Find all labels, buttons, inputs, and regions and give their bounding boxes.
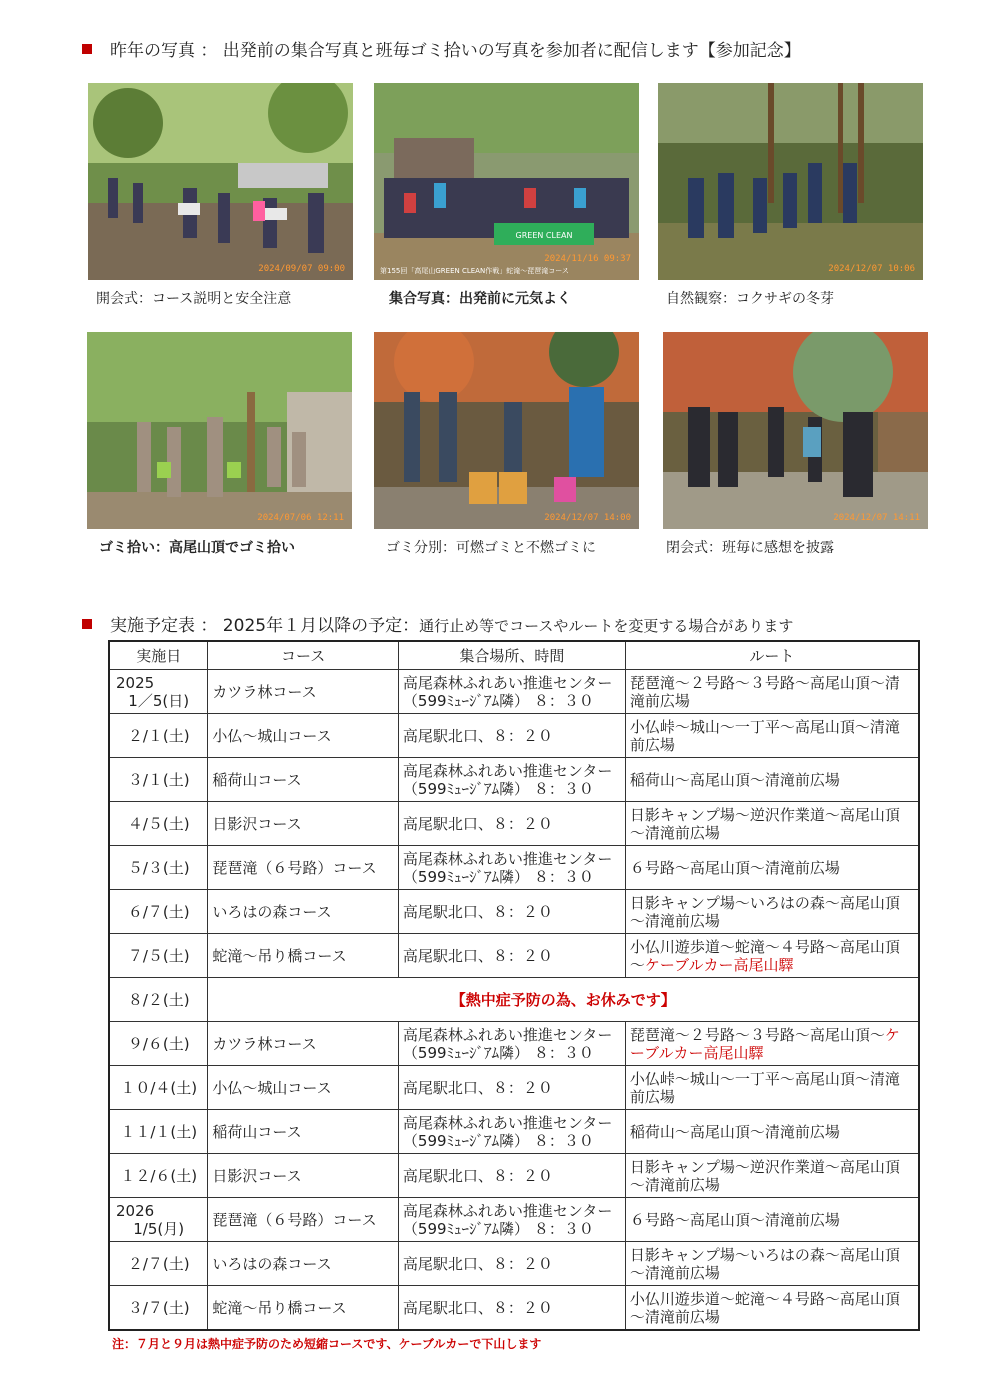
cell-date xyxy=(109,1066,208,1110)
cell-month-day: ４/５(土) xyxy=(127,814,190,833)
photo-caption: 集合写真：出発前に元気よく xyxy=(389,291,571,307)
photo-nature-observation xyxy=(658,83,923,280)
photo-caption: 自然観察：コクサギの冬芽 xyxy=(666,291,834,307)
photo-timestamp: 2024/07/06 12:11 xyxy=(257,513,344,523)
route-text: 小仏峠～城山～一丁平～高尾山頂～清滝前広場 xyxy=(629,1069,900,1106)
cell-route xyxy=(625,890,919,934)
square-bullet-icon xyxy=(82,619,92,629)
cell-meeting-place: 高尾森林ふれあい推進センター（599ﾐｭｰｼﾞｱﾑ隣） ８：３０ xyxy=(398,1110,625,1154)
cell-route xyxy=(625,1110,919,1154)
cell-date xyxy=(109,714,208,758)
cell-meeting-place: 高尾森林ふれあい推進センター（599ﾐｭｰｼﾞｱﾑ隣） ８：３０ xyxy=(398,758,625,802)
cell-month-day: ８/２(土) xyxy=(127,990,190,1009)
cell-year: 2025 xyxy=(116,673,155,692)
cell-course: カツラ林コース xyxy=(208,1022,399,1066)
route-text: ６号路～高尾山頂～清滝前広場 xyxy=(629,858,840,877)
cell-route xyxy=(625,1242,919,1286)
table-row xyxy=(109,714,919,758)
cell-course: 蛇滝～吊り橋コース xyxy=(208,934,399,978)
table-row xyxy=(109,758,919,802)
schedule-table xyxy=(108,640,920,1331)
cell-month-day: １１/１(土) xyxy=(120,1122,198,1141)
cell-meeting-place: 高尾森林ふれあい推進センター（599ﾐｭｰｼﾞｱﾑ隣） ８：３０ xyxy=(398,670,625,714)
route-text-highlight: ケーブルカー高尾山驛 xyxy=(644,955,794,974)
photo-timestamp: 2024/09/07 09:00 xyxy=(258,264,345,274)
cell-route xyxy=(625,714,919,758)
cell-route xyxy=(625,1022,919,1066)
cell-meeting-place: 高尾森林ふれあい推進センター（599ﾐｭｰｼﾞｱﾑ隣） ８：３０ xyxy=(398,1022,625,1066)
cell-month-day: １２/６(土) xyxy=(120,1166,198,1185)
cell-year: 2026 xyxy=(116,1201,155,1220)
cell-date xyxy=(109,1198,208,1242)
section-heading-photos xyxy=(82,36,801,61)
route-text: 日影キャンプ場～いろはの森～高尾山頂～清滝前広場 xyxy=(629,1245,900,1282)
cell-meeting-place: 高尾駅北口、８：２０ xyxy=(398,1066,625,1110)
cell-course: 日影沢コース xyxy=(208,802,399,846)
route-text: 日影キャンプ場～逆沢作業道～高尾山頂～清滝前広場 xyxy=(629,805,900,842)
table-row xyxy=(109,1286,919,1331)
cell-meeting-place: 高尾駅北口、８：２０ xyxy=(398,1154,625,1198)
table-row xyxy=(109,802,919,846)
cell-month-day: １０/４(土) xyxy=(120,1078,198,1097)
cell-course: 琵琶滝（６号路）コース xyxy=(208,1198,399,1242)
photo-caption: 閉会式：班毎に感想を披露 xyxy=(666,540,834,556)
cell-date xyxy=(109,890,208,934)
column-header-meeting-place: 集合場所、時間 xyxy=(398,641,625,670)
column-header-route: ルート xyxy=(625,641,919,670)
cell-route xyxy=(625,934,919,978)
footnote: 注：７月と９月は熱中症予防のため短縮コースです、ケーブルカーで下山します xyxy=(112,1337,542,1351)
cell-month-day: ９/６(土) xyxy=(127,1034,190,1053)
cell-course: 日影沢コース xyxy=(208,1154,399,1198)
cell-route xyxy=(625,758,919,802)
cell-meeting-place: 高尾駅北口、８：２０ xyxy=(398,714,625,758)
route-text: 日影キャンプ場～逆沢作業道～高尾山頂～清滝前広場 xyxy=(629,1157,900,1194)
table-row xyxy=(109,1242,919,1286)
cell-course: 稲荷山コース xyxy=(208,758,399,802)
cell-meeting-place: 高尾森林ふれあい推進センター（599ﾐｭｰｼﾞｱﾑ隣） ８：３０ xyxy=(398,1198,625,1242)
photo-closing-ceremony xyxy=(663,332,928,529)
cell-month-day: ２/７(土) xyxy=(127,1254,190,1273)
cell-meeting-place: 高尾駅北口、８：２０ xyxy=(398,890,625,934)
cell-date xyxy=(109,978,208,1022)
svg-text:GREEN CLEAN: GREEN CLEAN xyxy=(515,231,573,240)
cell-month-day: ３/１(土) xyxy=(127,770,190,789)
photo-litter-picking xyxy=(87,332,352,529)
cell-course: カツラ林コース xyxy=(208,670,399,714)
table-row xyxy=(109,1154,919,1198)
section-heading-schedule xyxy=(82,611,793,636)
route-text-highlight: ケーブルカー高尾山驛 xyxy=(629,1025,900,1062)
cell-notice: 【熱中症予防の為、お休みです】 xyxy=(208,978,919,1022)
route-text: 稲荷山～高尾山頂～清滝前広場 xyxy=(629,1122,840,1141)
cell-month-day: ３/７(土) xyxy=(127,1298,190,1317)
cell-month-day: ７/５(土) xyxy=(127,946,190,965)
cell-date xyxy=(109,1154,208,1198)
route-text: ６号路～高尾山頂～清滝前広場 xyxy=(629,1210,840,1229)
route-text: 稲荷山～高尾山頂～清滝前広場 xyxy=(629,770,840,789)
photo-caption: 開会式：コース説明と安全注意 xyxy=(96,291,292,307)
table-row xyxy=(109,934,919,978)
section-heading-text: 実施予定表 ： 2025年１月以降の予定： xyxy=(110,616,420,636)
table-row xyxy=(109,846,919,890)
route-text: 小仏峠～城山～一丁平～高尾山頂～清滝前広場 xyxy=(629,717,900,754)
photo-group xyxy=(374,83,639,280)
section-heading-note: 通行止め等でコースやルートを変更する場合があります xyxy=(419,617,794,635)
cell-date xyxy=(109,846,208,890)
photo-timestamp: 2024/12/07 14:11 xyxy=(833,513,920,523)
cell-route xyxy=(625,1198,919,1242)
cell-route xyxy=(625,802,919,846)
cell-route xyxy=(625,1286,919,1331)
cell-meeting-place: 高尾駅北口、８：２０ xyxy=(398,934,625,978)
cell-date xyxy=(109,1242,208,1286)
photo-waste-sorting xyxy=(374,332,639,529)
cell-month-day: ２/１(土) xyxy=(127,726,190,745)
route-text: 日影キャンプ場～いろはの森～高尾山頂～清滝前広場 xyxy=(629,893,900,930)
cell-meeting-place: 高尾駅北口、８：２０ xyxy=(398,1242,625,1286)
cell-date xyxy=(109,1022,208,1066)
column-header-date: 実施日 xyxy=(109,641,208,670)
photo-timestamp: 2024/11/16 09:37 xyxy=(544,254,631,264)
cell-course: 稲荷山コース xyxy=(208,1110,399,1154)
table-row xyxy=(109,1022,919,1066)
photo-overlay-text: 第155回「高尾山GREEN CLEAN作戦」蛇滝～琵琶滝コース xyxy=(380,267,569,275)
cell-route xyxy=(625,846,919,890)
table-row xyxy=(109,1198,919,1242)
cell-date xyxy=(109,802,208,846)
cell-route xyxy=(625,1154,919,1198)
photo-timestamp: 2024/12/07 14:00 xyxy=(544,513,631,523)
cell-date xyxy=(109,1286,208,1331)
column-header-course: コース xyxy=(208,641,399,670)
table-row xyxy=(109,978,919,1022)
section-heading-text: 昨年の写真 ： 出発前の集合写真と班毎ゴミ拾いの写真を参加者に配信します【参加記念】 xyxy=(110,41,801,61)
photo-timestamp: 2024/12/07 10:06 xyxy=(828,264,915,274)
cell-course: いろはの森コース xyxy=(208,1242,399,1286)
cell-route xyxy=(625,1066,919,1110)
cell-meeting-place: 高尾駅北口、８：２０ xyxy=(398,802,625,846)
cell-date xyxy=(109,934,208,978)
route-text: 琵琶滝～２号路～３号路～高尾山頂～ xyxy=(629,1025,885,1044)
cell-route xyxy=(625,670,919,714)
table-row xyxy=(109,1110,919,1154)
photo-opening-ceremony xyxy=(88,83,353,280)
cell-course: 小仏～城山コース xyxy=(208,714,399,758)
cell-date xyxy=(109,670,208,714)
cell-month-day: 1／5(日) xyxy=(128,691,190,710)
cell-course: 琵琶滝（６号路）コース xyxy=(208,846,399,890)
cell-month-day: ５/３(土) xyxy=(127,858,190,877)
route-text: 小仏川遊歩道～蛇滝～４号路～高尾山頂～清滝前広場 xyxy=(629,1289,900,1326)
photo-caption: ゴミ分別：可燃ゴミと不燃ゴミに xyxy=(386,540,596,556)
route-text: 琵琶滝～２号路～３号路～高尾山頂～清滝前広場 xyxy=(629,673,900,710)
table-row xyxy=(109,670,919,714)
cell-date xyxy=(109,1110,208,1154)
photo-caption: ゴミ拾い：高尾山頂でゴミ拾い xyxy=(99,540,295,556)
cell-meeting-place: 高尾駅北口、８：２０ xyxy=(398,1286,625,1331)
cell-course: 小仏～城山コース xyxy=(208,1066,399,1110)
cell-meeting-place: 高尾森林ふれあい推進センター（599ﾐｭｰｼﾞｱﾑ隣） ８：３０ xyxy=(398,846,625,890)
square-bullet-icon xyxy=(82,44,92,54)
table-row xyxy=(109,890,919,934)
table-header-row xyxy=(109,641,919,670)
table-row xyxy=(109,1066,919,1110)
cell-month-day: ６/７(土) xyxy=(127,902,190,921)
cell-course: 蛇滝～吊り橋コース xyxy=(208,1286,399,1331)
cell-date xyxy=(109,758,208,802)
route-text: 小仏川遊歩道～蛇滝～４号路～高尾山頂～ xyxy=(629,937,900,974)
cell-month-day: 1/5(月) xyxy=(133,1219,185,1238)
cell-course: いろはの森コース xyxy=(208,890,399,934)
